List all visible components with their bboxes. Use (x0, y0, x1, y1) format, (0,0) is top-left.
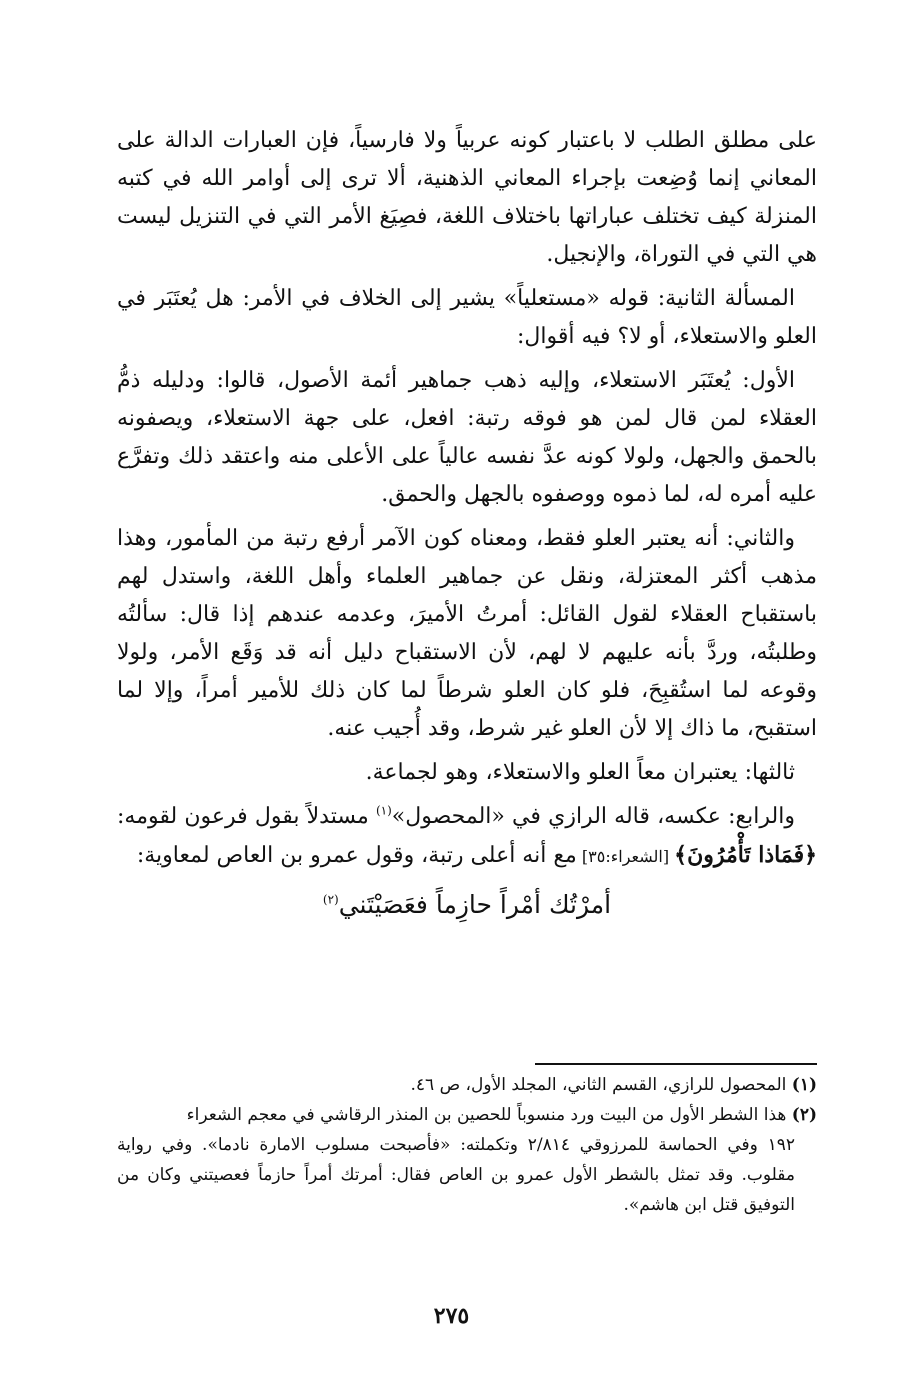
footnote-2 (117, 1100, 817, 1130)
footnote-1-text: المحصول للرازي، القسم الثاني، المجلد الأول، ص ٤٦. (410, 1075, 792, 1095)
footnote-ref-1: (١) (375, 803, 392, 818)
verse-text: أمرْتُك أمْراً حازِماً فعَصَيْتَني (338, 890, 612, 919)
footnote-divider (535, 1063, 817, 1065)
paragraph-fourth-opinion (117, 798, 817, 876)
page-number: ٢٧٥ (433, 1303, 470, 1329)
paragraph-issue-two: المسألة الثانية: قوله «مستعلياً» يشير إلى الخلاف في الأمر: هل يُعتَبَر في العلو والاستعلاء، أو لا؟ فيه أقوال: (117, 286, 817, 349)
paragraph-1: على مطلق الطلب لا باعتبار كونه عربياً ولا فارسياً، فإن العبارات الدالة على المعاني إنما وُضِعت بإجراء المعاني الذهنية، ألا ترى إلى أوامر الله في كتبه المنزلة كيف تختلف عباراتها باختلاف اللغة، فصِيَغ الأمر التي في التنزيل ليست هي التي في التوراة، والإنجيل. (117, 128, 817, 267)
footnote-2-text-start: هذا الشطر الأول من البيت ورد منسوباً للحصين بن المنذر الرقاشي في معجم الشعراء (186, 1105, 792, 1125)
fourth-opinion-text-a: والرابع: عكسه، قاله الرازي في «المحصول» (391, 804, 795, 829)
main-text (117, 122, 817, 938)
fourth-opinion-text-b: مستدلاً بقول فرعون لقومه: (117, 804, 376, 829)
paragraph-first-opinion: الأول: يُعتَبَر الاستعلاء، وإليه ذهب جماهير أئمة الأصول، قالوا: ودليله ذمُّ العقلاء لمن قال لمن هو فوقه رتبة: افعل، على جهة الاستعلاء، ويصفونه بالحمق والجهل، ولولا كونه عدَّ نفسه عالياً على الأعلى منه واعتقد ذلك وتفرَّع عليه أمره له، لما ذموه ووصفوه بالجهل والحمق. (117, 368, 817, 507)
quran-citation: [الشعراء:٣٥] (576, 847, 675, 866)
footnote-1 (117, 1070, 817, 1100)
footnote-ref-2: (٢) (322, 892, 339, 907)
fourth-opinion-text-c: مع أنه أعلى رتبة، وقول عمرو بن العاص لمعاوية: (136, 843, 577, 868)
footnote-2-continuation: ١٩٢ وفي الحماسة للمرزوقي ٢/٨١٤ وتكملته: «فأصبحت مسلوب الامارة نادما». وفي رواية مقلوب. وقد تمثل بالشطر الأول عمرو بن العاص فقال: أمرتك أمراً حازماً فعصيتني وكان من التوفيق قتل ابن هاشم». (117, 1135, 796, 1215)
footnotes (117, 1070, 817, 1220)
paragraph-second-opinion: والثاني: أنه يعتبر العلو فقط، ومعناه كون الآمر أرفع رتبة من المأمور، وهذا مذهب أكثر المعتزلة، ونقل عن جماهير العلماء وأهل اللغة، واستدل لهم باستقباح العقلاء لقول القائل: أمرتُ الأميرَ، وعدمه عندهم إذا قال: سألتُه وطلبتُه، وردَّ بأنه عليهم لا لهم، لأن الاستقباح دليل أنه قد وَقَع الأمر، ولولا وقوعه لما استُقبِحَ، فلو كان العلو شرطاً لما كان ذلك للأمير أمراً، وإلا لما استقبح، ما ذاك إلا لأن العلو غير شرط، وقد أُجيب عنه. (117, 526, 817, 741)
poem-verse (117, 882, 817, 928)
quran-quote: ﴿فَمَاذا تَأْمُرُونَ﴾ (674, 842, 817, 868)
paragraph-third-opinion: ثالثها: يعتبران معاً العلو والاستعلاء، وهو لجماعة. (365, 760, 795, 785)
footnote-2-number: (٢) (791, 1105, 817, 1125)
footnote-1-number: (١) (791, 1075, 817, 1095)
